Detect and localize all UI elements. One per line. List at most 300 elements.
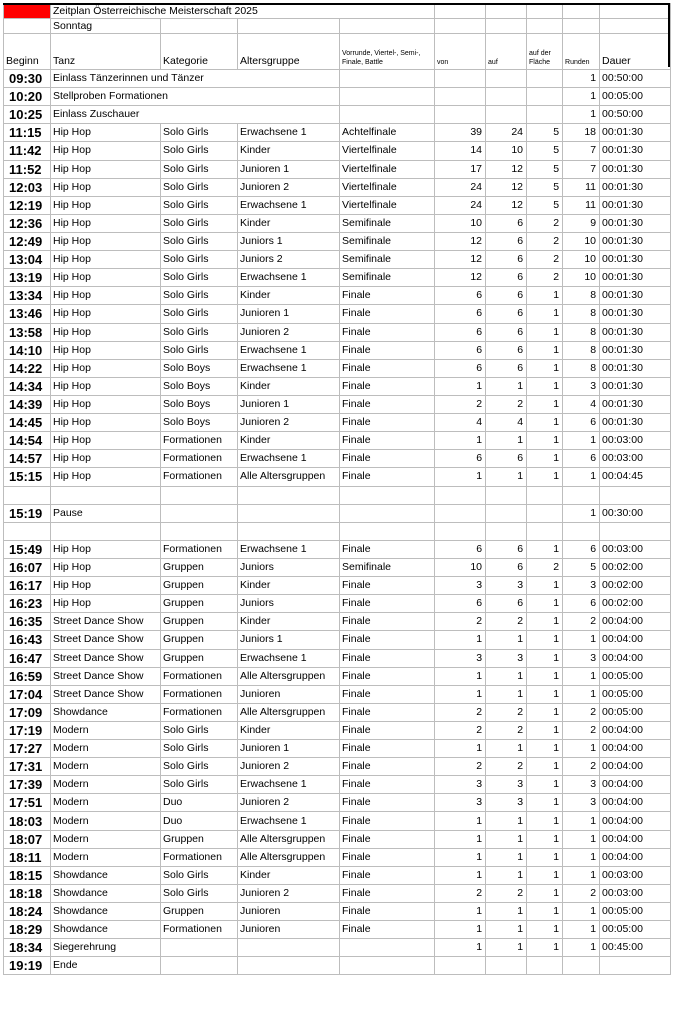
cell-von: 2 <box>435 703 486 721</box>
cell-flaeche <box>527 106 563 124</box>
cell-altersgruppe <box>238 88 340 106</box>
cell-altersgruppe: Junioren 1 <box>238 160 340 178</box>
schedule-sheet <box>3 3 670 975</box>
schedule-row <box>4 830 671 848</box>
cell-flaeche: 1 <box>527 794 563 812</box>
cell-tanz: Hip Hop <box>51 323 161 341</box>
cell-runde: Finale <box>340 812 435 830</box>
cell-altersgruppe: Kinder <box>238 577 340 595</box>
cell-beginn: 11:15 <box>4 124 51 142</box>
cell-dauer: 00:01:30 <box>600 160 671 178</box>
schedule-row <box>4 414 671 432</box>
cell-von: 10 <box>435 558 486 576</box>
cell-flaeche: 1 <box>527 377 563 395</box>
cell-runden: 1 <box>563 70 600 88</box>
cell-runden: 8 <box>563 341 600 359</box>
cell-flaeche: 1 <box>527 432 563 450</box>
cell-von: 6 <box>435 450 486 468</box>
cell-von: 1 <box>435 830 486 848</box>
empty-cell <box>51 486 161 504</box>
cell-kategorie: Solo Girls <box>161 178 238 196</box>
cell-von: 6 <box>435 540 486 558</box>
cell-dauer: 00:01:30 <box>600 414 671 432</box>
cell-auf: 6 <box>486 269 527 287</box>
cell-runde: Semifinale <box>340 251 435 269</box>
cell-kategorie: Gruppen <box>161 649 238 667</box>
cell-altersgruppe: Erwachsene 1 <box>238 341 340 359</box>
cell-dauer: 00:05:00 <box>600 703 671 721</box>
cell-auf: 12 <box>486 196 527 214</box>
cell-flaeche: 1 <box>527 395 563 413</box>
cell-beginn: 16:43 <box>4 631 51 649</box>
cell-auf <box>486 88 527 106</box>
cell-von: 1 <box>435 468 486 486</box>
cell-auf: 1 <box>486 939 527 957</box>
cell-von: 24 <box>435 196 486 214</box>
cell-runden: 1 <box>563 504 600 522</box>
cell-runde: Finale <box>340 740 435 758</box>
cell-runde: Achtelfinale <box>340 124 435 142</box>
cell-runde: Finale <box>340 884 435 902</box>
cell-altersgruppe: Junioren 1 <box>238 305 340 323</box>
cell-tanz: Hip Hop <box>51 558 161 576</box>
cell-kategorie: Gruppen <box>161 830 238 848</box>
cell-runde: Finale <box>340 649 435 667</box>
cell-altersgruppe: Junioren 2 <box>238 758 340 776</box>
schedule-row <box>4 721 671 739</box>
cell-beginn: 17:39 <box>4 776 51 794</box>
cell-tanz: Hip Hop <box>51 269 161 287</box>
cell-tanz: Hip Hop <box>51 178 161 196</box>
schedule-row <box>4 631 671 649</box>
cell-runden: 10 <box>563 232 600 250</box>
cell-runden: 2 <box>563 703 600 721</box>
header-kategorie: Kategorie <box>161 34 238 70</box>
header-dauer: Dauer <box>600 34 671 70</box>
cell-runde: Finale <box>340 595 435 613</box>
spacer-row <box>4 486 671 504</box>
cell-auf: 6 <box>486 540 527 558</box>
schedule-row <box>4 142 671 160</box>
cell-flaeche: 1 <box>527 323 563 341</box>
cell-kategorie: Gruppen <box>161 613 238 631</box>
schedule-row <box>4 595 671 613</box>
cell-tanz: Pause <box>51 504 161 522</box>
cell-kategorie <box>161 504 238 522</box>
cell-flaeche: 1 <box>527 414 563 432</box>
header-von: von <box>435 34 486 70</box>
cell-runde: Finale <box>340 450 435 468</box>
header-tanz: Tanz <box>51 34 161 70</box>
cell-auf: 3 <box>486 776 527 794</box>
cell-runde: Finale <box>340 323 435 341</box>
cell-tanz: Showdance <box>51 866 161 884</box>
cell-beginn: 11:52 <box>4 160 51 178</box>
cell-flaeche: 1 <box>527 703 563 721</box>
cell-beginn: 18:29 <box>4 921 51 939</box>
cell-dauer: 00:05:00 <box>600 667 671 685</box>
cell-dauer: 00:01:30 <box>600 287 671 305</box>
cell-runden: 10 <box>563 251 600 269</box>
sheet-subtitle: Sonntag <box>51 19 161 34</box>
cell-von: 39 <box>435 124 486 142</box>
cell-kategorie: Formationen <box>161 848 238 866</box>
cell-von: 1 <box>435 377 486 395</box>
cell-beginn: 14:39 <box>4 395 51 413</box>
cell-runden: 8 <box>563 359 600 377</box>
cell-von <box>435 88 486 106</box>
cell-tanz: Showdance <box>51 884 161 902</box>
schedule-row <box>4 685 671 703</box>
cell-beginn: 18:34 <box>4 939 51 957</box>
cell-kategorie: Duo <box>161 794 238 812</box>
cell-altersgruppe: Junioren 1 <box>238 740 340 758</box>
cell-runden: 5 <box>563 558 600 576</box>
cell-runden: 9 <box>563 214 600 232</box>
cell-runde <box>340 88 435 106</box>
cell-dauer: 00:01:30 <box>600 395 671 413</box>
cell-flaeche: 1 <box>527 903 563 921</box>
cell-dauer: 00:50:00 <box>600 106 671 124</box>
cell-auf: 6 <box>486 359 527 377</box>
cell-altersgruppe: Alle Altersgruppen <box>238 830 340 848</box>
cell-beginn: 16:23 <box>4 595 51 613</box>
cell-dauer: 00:05:00 <box>600 88 671 106</box>
cell-auf: 10 <box>486 142 527 160</box>
cell-beginn: 14:54 <box>4 432 51 450</box>
cell-von: 1 <box>435 939 486 957</box>
cell-runden: 1 <box>563 812 600 830</box>
cell-von: 17 <box>435 160 486 178</box>
cell-auf <box>486 957 527 975</box>
cell-runde: Finale <box>340 848 435 866</box>
cell-dauer: 00:05:00 <box>600 903 671 921</box>
cell-beginn: 12:19 <box>4 196 51 214</box>
cell-beginn: 18:18 <box>4 884 51 902</box>
cell-runden: 8 <box>563 323 600 341</box>
cell-von: 12 <box>435 251 486 269</box>
cell-auf: 6 <box>486 595 527 613</box>
cell-beginn: 15:49 <box>4 540 51 558</box>
schedule-row <box>4 359 671 377</box>
schedule-row <box>4 377 671 395</box>
cell-altersgruppe: Kinder <box>238 432 340 450</box>
cell-beginn: 13:58 <box>4 323 51 341</box>
cell-kategorie: Solo Girls <box>161 341 238 359</box>
cell-beginn: 16:07 <box>4 558 51 576</box>
cell-dauer: 00:04:00 <box>600 812 671 830</box>
cell-flaeche <box>527 70 563 88</box>
cell-runden: 1 <box>563 740 600 758</box>
cell-dauer: 00:04:00 <box>600 631 671 649</box>
cell-tanz: Hip Hop <box>51 468 161 486</box>
cell-beginn: 14:22 <box>4 359 51 377</box>
cell-von: 1 <box>435 812 486 830</box>
cell-dauer: 00:05:00 <box>600 685 671 703</box>
cell-dauer: 00:04:00 <box>600 740 671 758</box>
cell-runde <box>340 106 435 124</box>
cell-auf <box>486 106 527 124</box>
cell-runde: Finale <box>340 830 435 848</box>
empty-cell <box>563 486 600 504</box>
cell-kategorie: Solo Girls <box>161 232 238 250</box>
cell-kategorie: Solo Girls <box>161 251 238 269</box>
cell-flaeche: 1 <box>527 939 563 957</box>
cell-beginn: 13:19 <box>4 269 51 287</box>
cell-dauer: 00:05:00 <box>600 921 671 939</box>
cell-von: 2 <box>435 884 486 902</box>
empty-cell <box>527 486 563 504</box>
cell-tanz: Modern <box>51 830 161 848</box>
cell-dauer: 00:01:30 <box>600 142 671 160</box>
cell-runden: 10 <box>563 269 600 287</box>
cell-kategorie: Solo Boys <box>161 414 238 432</box>
cell-kategorie: Formationen <box>161 432 238 450</box>
cell-beginn: 17:09 <box>4 703 51 721</box>
cell-tanz: Hip Hop <box>51 577 161 595</box>
cell-flaeche: 1 <box>527 866 563 884</box>
cell-beginn: 17:27 <box>4 740 51 758</box>
schedule-row <box>4 558 671 576</box>
cell-tanz: Modern <box>51 848 161 866</box>
cell-flaeche: 5 <box>527 160 563 178</box>
cell-altersgruppe: Juniors <box>238 595 340 613</box>
schedule-row <box>4 703 671 721</box>
cell-auf: 1 <box>486 377 527 395</box>
cell-beginn: 18:07 <box>4 830 51 848</box>
schedule-row <box>4 577 671 595</box>
cell-altersgruppe: Kinder <box>238 866 340 884</box>
cell-tanz: Hip Hop <box>51 395 161 413</box>
cell-kategorie: Solo Girls <box>161 740 238 758</box>
cell-von: 6 <box>435 323 486 341</box>
cell-von: 14 <box>435 142 486 160</box>
cell-runden: 6 <box>563 595 600 613</box>
empty-cell <box>4 486 51 504</box>
cell-flaeche: 1 <box>527 667 563 685</box>
cell-tanz: Hip Hop <box>51 595 161 613</box>
cell-auf <box>486 504 527 522</box>
cell-auf: 1 <box>486 848 527 866</box>
cell-runden: 1 <box>563 830 600 848</box>
cell-altersgruppe: Kinder <box>238 613 340 631</box>
cell-runden: 1 <box>563 631 600 649</box>
cell-dauer: 00:04:00 <box>600 758 671 776</box>
cell-flaeche: 5 <box>527 142 563 160</box>
header-auf: auf <box>486 34 527 70</box>
cell-altersgruppe: Erwachsene 1 <box>238 812 340 830</box>
empty-cell <box>238 486 340 504</box>
cell-auf: 2 <box>486 884 527 902</box>
cell-runden: 6 <box>563 414 600 432</box>
cell-kategorie: Gruppen <box>161 903 238 921</box>
cell-runden: 1 <box>563 903 600 921</box>
cell-kategorie <box>161 106 238 124</box>
cell-runde: Finale <box>340 577 435 595</box>
cell-dauer: 00:01:30 <box>600 214 671 232</box>
cell-tanz: Hip Hop <box>51 287 161 305</box>
cell-tanz: Modern <box>51 812 161 830</box>
cell-runde: Finale <box>340 540 435 558</box>
cell-auf: 3 <box>486 794 527 812</box>
cell-flaeche: 1 <box>527 776 563 794</box>
cell-beginn: 16:17 <box>4 577 51 595</box>
cell-runden: 1 <box>563 685 600 703</box>
cell-runde: Finale <box>340 468 435 486</box>
cell-runden: 3 <box>563 794 600 812</box>
cell-beginn: 14:34 <box>4 377 51 395</box>
cell-dauer: 00:04:00 <box>600 721 671 739</box>
cell-flaeche: 1 <box>527 595 563 613</box>
schedule-row <box>4 395 671 413</box>
cell-altersgruppe: Kinder <box>238 287 340 305</box>
cell-runden: 8 <box>563 305 600 323</box>
cell-kategorie <box>161 88 238 106</box>
cell-dauer: 00:04:00 <box>600 848 671 866</box>
cell-altersgruppe <box>238 106 340 124</box>
cell-beginn: 18:24 <box>4 903 51 921</box>
empty-cell <box>600 486 671 504</box>
cell-altersgruppe: Junioren 2 <box>238 794 340 812</box>
cell-flaeche: 2 <box>527 214 563 232</box>
cell-runde: Finale <box>340 414 435 432</box>
schedule-row <box>4 649 671 667</box>
cell-runden: 3 <box>563 377 600 395</box>
empty-cell <box>486 486 527 504</box>
schedule-row <box>4 776 671 794</box>
cell-beginn: 14:45 <box>4 414 51 432</box>
cell-dauer: 00:01:30 <box>600 124 671 142</box>
cell-beginn: 13:46 <box>4 305 51 323</box>
cell-tanz: Modern <box>51 776 161 794</box>
schedule-row <box>4 70 671 88</box>
cell-flaeche: 5 <box>527 124 563 142</box>
cell-altersgruppe: Junioren <box>238 903 340 921</box>
cell-dauer: 00:04:00 <box>600 649 671 667</box>
cell-dauer: 00:01:30 <box>600 196 671 214</box>
cell-dauer: 00:04:00 <box>600 794 671 812</box>
cell-flaeche: 1 <box>527 649 563 667</box>
cell-kategorie: Formationen <box>161 685 238 703</box>
cell-tanz: Einlass Tänzerinnen und Tänzer <box>51 70 161 88</box>
cell-tanz: Hip Hop <box>51 251 161 269</box>
cell-tanz: Hip Hop <box>51 450 161 468</box>
cell-dauer: 00:04:00 <box>600 830 671 848</box>
cell-kategorie: Formationen <box>161 703 238 721</box>
cell-tanz: Modern <box>51 794 161 812</box>
cell-flaeche: 1 <box>527 848 563 866</box>
cell-runde: Semifinale <box>340 232 435 250</box>
schedule-row <box>4 450 671 468</box>
schedule-row <box>4 323 671 341</box>
cell-kategorie: Solo Girls <box>161 124 238 142</box>
cell-von <box>435 957 486 975</box>
cell-auf: 1 <box>486 830 527 848</box>
cell-kategorie: Gruppen <box>161 631 238 649</box>
cell-beginn: 17:19 <box>4 721 51 739</box>
cell-tanz: Modern <box>51 740 161 758</box>
cell-runden: 11 <box>563 196 600 214</box>
cell-von: 6 <box>435 287 486 305</box>
schedule-row <box>4 88 671 106</box>
schedule-row <box>4 196 671 214</box>
cell-runden: 3 <box>563 577 600 595</box>
cell-auf: 24 <box>486 124 527 142</box>
cell-dauer: 00:03:00 <box>600 432 671 450</box>
cell-beginn: 13:34 <box>4 287 51 305</box>
cell-kategorie: Solo Girls <box>161 214 238 232</box>
cell-auf: 12 <box>486 160 527 178</box>
cell-beginn: 16:35 <box>4 613 51 631</box>
cell-tanz: Hip Hop <box>51 540 161 558</box>
cell-runde: Finale <box>340 721 435 739</box>
cell-von: 2 <box>435 721 486 739</box>
cell-auf: 1 <box>486 921 527 939</box>
cell-flaeche: 1 <box>527 359 563 377</box>
cell-tanz: Einlass Zuschauer <box>51 106 161 124</box>
empty-cell <box>340 486 435 504</box>
cell-runde <box>340 70 435 88</box>
cell-tanz: Hip Hop <box>51 142 161 160</box>
schedule-row <box>4 866 671 884</box>
cell-von: 2 <box>435 758 486 776</box>
cell-kategorie: Formationen <box>161 667 238 685</box>
cell-tanz: Hip Hop <box>51 359 161 377</box>
cell-beginn: 10:25 <box>4 106 51 124</box>
cell-von: 4 <box>435 414 486 432</box>
cell-beginn: 16:47 <box>4 649 51 667</box>
cell-flaeche: 1 <box>527 921 563 939</box>
cell-dauer <box>600 957 671 975</box>
cell-dauer: 00:45:00 <box>600 939 671 957</box>
cell-von: 1 <box>435 921 486 939</box>
cell-beginn: 12:03 <box>4 178 51 196</box>
cell-runden: 11 <box>563 178 600 196</box>
cell-dauer: 00:50:00 <box>600 70 671 88</box>
cell-altersgruppe: Kinder <box>238 142 340 160</box>
cell-beginn: 18:03 <box>4 812 51 830</box>
schedule-row <box>4 468 671 486</box>
cell-dauer: 00:03:00 <box>600 450 671 468</box>
cell-dauer: 00:01:30 <box>600 305 671 323</box>
cell-auf: 1 <box>486 432 527 450</box>
cell-kategorie: Solo Girls <box>161 776 238 794</box>
cell-runden: 2 <box>563 758 600 776</box>
schedule-row <box>4 884 671 902</box>
cell-dauer: 00:01:30 <box>600 377 671 395</box>
cell-altersgruppe: Erwachsene 1 <box>238 269 340 287</box>
cell-dauer: 00:02:00 <box>600 595 671 613</box>
cell-von: 1 <box>435 432 486 450</box>
cell-runde: Finale <box>340 794 435 812</box>
cell-tanz: Street Dance Show <box>51 631 161 649</box>
cell-kategorie <box>161 939 238 957</box>
cell-von: 1 <box>435 685 486 703</box>
cell-von: 10 <box>435 214 486 232</box>
cell-tanz: Hip Hop <box>51 414 161 432</box>
empty-cell <box>486 522 527 540</box>
cell-runden: 2 <box>563 721 600 739</box>
cell-tanz: Hip Hop <box>51 196 161 214</box>
spacer-row <box>4 522 671 540</box>
cell-auf: 6 <box>486 287 527 305</box>
cell-beginn: 10:20 <box>4 88 51 106</box>
cell-runde <box>340 939 435 957</box>
cell-beginn: 09:30 <box>4 70 51 88</box>
cell-auf: 1 <box>486 631 527 649</box>
cell-kategorie: Duo <box>161 812 238 830</box>
cell-tanz: Street Dance Show <box>51 685 161 703</box>
